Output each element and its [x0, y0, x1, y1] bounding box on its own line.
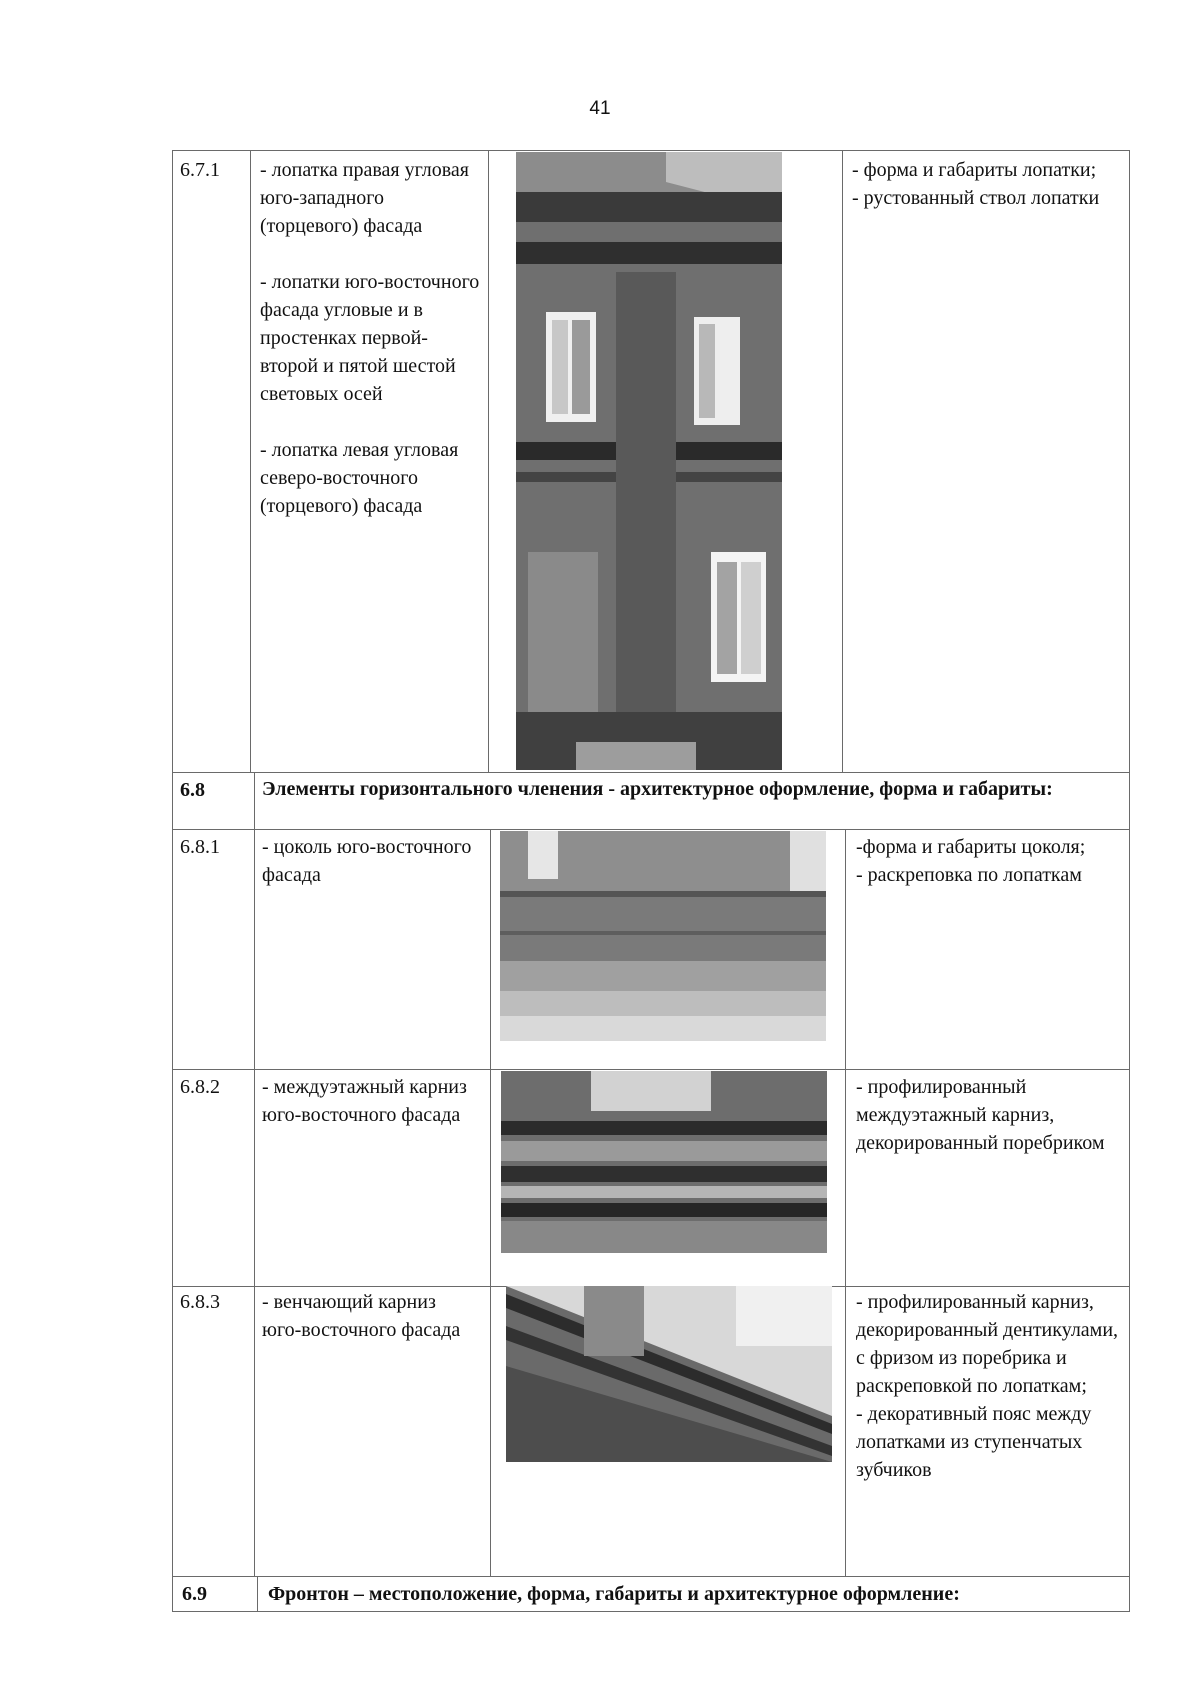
col-divider-desc-lower [490, 829, 491, 1576]
col-divider-num-6-8 [254, 772, 255, 829]
description-paragraph: - лопатка правая угловая юго-западного (торцевого) фасада [260, 159, 469, 237]
section-number: 6.8 [180, 779, 205, 801]
row-number: 6.8.2 [180, 1076, 220, 1098]
row-divider-6-9 [172, 1576, 1130, 1577]
table-border-left [172, 150, 173, 1611]
row-divider-6-8-2 [172, 1069, 1130, 1070]
col-divider-num-lower [254, 829, 255, 1576]
section-heading: Элементы горизонтального членения - архитектурное оформление, форма и габариты: [262, 778, 1053, 800]
interfloor-cornice-photo [501, 1071, 827, 1253]
row-divider-6-8-1 [172, 829, 1130, 830]
row-features: - профилированный междуэтажный карниз, декорированный поребриком [856, 1076, 1105, 1154]
col-divider-desc [488, 150, 489, 772]
description-paragraph: - лопатка левая угловая северо-восточного (торцевого) фасада [260, 439, 459, 517]
row-divider-6-8 [172, 772, 1130, 773]
crowning-cornice-photo [506, 1286, 832, 1462]
table-border-bottom [172, 1611, 1130, 1612]
row-description: - венчающий карниз юго-восточного фасада [262, 1291, 461, 1341]
row-description [260, 156, 482, 548]
plinth-photo [500, 831, 826, 1041]
row-features: - профилированный карниз, декорированный дентикулами, с фризом из поребрика и раскреповкой по лопаткам; - декоративный пояс между лопатками из ступенчатых зубчиков [856, 1291, 1119, 1481]
section-number: 6.9 [182, 1583, 207, 1605]
table-border-top [172, 150, 1130, 151]
description-paragraph: - лопатки юго-восточного фасада угловые и в простенках первой-второй и пятой шестой световых осей [260, 271, 480, 405]
section-heading: Фронтон – местоположение, форма, габариты и архитектурное оформление: [268, 1583, 960, 1605]
row-number: 6.7.1 [180, 159, 220, 181]
row-description: - междуэтажный карниз юго-восточного фасада [262, 1076, 467, 1126]
pilaster-photo [516, 152, 782, 770]
row-number: 6.8.1 [180, 836, 220, 858]
page-number: 41 [589, 98, 611, 119]
col-divider-num [250, 150, 251, 772]
col-divider-num-6-9 [257, 1576, 258, 1611]
row-features: -форма и габариты цоколя; - раскреповка по лопаткам [856, 836, 1086, 886]
row-description: - цоколь юго-восточного фасада [262, 836, 472, 886]
table-border-right [1129, 150, 1130, 1611]
row-number: 6.8.3 [180, 1291, 220, 1313]
col-divider-photo-lower [845, 829, 846, 1576]
col-divider-photo [842, 150, 843, 772]
row-features: - форма и габариты лопатки; - рустованный ствол лопатки [852, 159, 1100, 209]
